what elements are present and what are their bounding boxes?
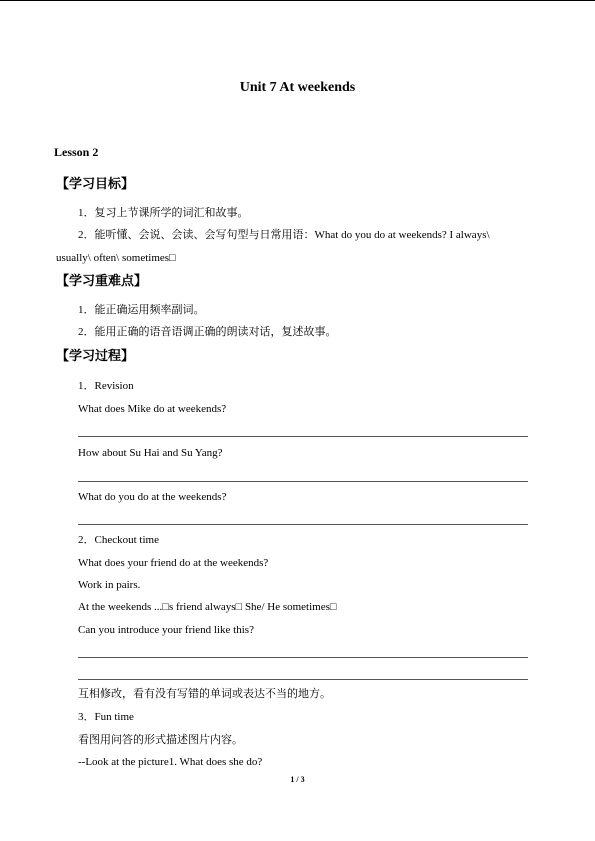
answer-line[interactable] (78, 679, 528, 680)
answer-line[interactable] (78, 657, 528, 658)
key-point-item: 2．能用正确的语音语调正确的朗读对话，复述故事。 (78, 326, 337, 338)
answer-line[interactable] (78, 481, 528, 482)
process-line: 3．Fun time (78, 711, 134, 723)
process-line: 2．Checkout time (78, 534, 159, 546)
process-line: 1．Revision (78, 380, 134, 392)
answer-line[interactable] (78, 524, 528, 525)
process-line: At the weekends ...□s friend always□ She/ He sometimes□ (78, 601, 337, 613)
process-line: How about Su Hai and Su Yang? (78, 447, 223, 459)
process-line: Work in pairs. (78, 579, 141, 591)
goal-item: 2．能听懂、会说、会读、会写句型与日常用语：What do you do at weekends? I always\ (78, 229, 490, 241)
section-heading-key-points: 【学习重难点】 (56, 273, 148, 288)
key-point-item: 1．能正确运用频率副词。 (78, 304, 205, 316)
goal-item: 1．复习上节课所学的词汇和故事。 (78, 207, 249, 219)
process-line: What do you do at the weekends? (78, 491, 227, 503)
answer-line[interactable] (78, 436, 528, 437)
process-line: --Look at the picture1. What does she do? (78, 756, 263, 768)
goal-item-continuation: usually\ often\ sometimes□ (56, 252, 176, 264)
section-heading-process: 【学习过程】 (56, 348, 135, 363)
process-line: 互相修改，看有没有写错的单词或表达不当的地方。 (78, 688, 331, 700)
lesson-heading: Lesson 2 (54, 145, 99, 159)
page-title: Unit 7 At weekends (239, 80, 356, 95)
process-line: What does your friend do at the weekends? (78, 557, 269, 569)
process-line: What does Mike do at weekends? (78, 403, 227, 415)
page-number: 1 / 3 (290, 775, 305, 784)
process-line: Can you introduce your friend like this? (78, 624, 254, 636)
section-heading-goals: 【学习目标】 (56, 176, 135, 191)
page-top-border (0, 0, 595, 1)
process-line: 看图用问答的形式描述图片内容。 (78, 734, 243, 746)
